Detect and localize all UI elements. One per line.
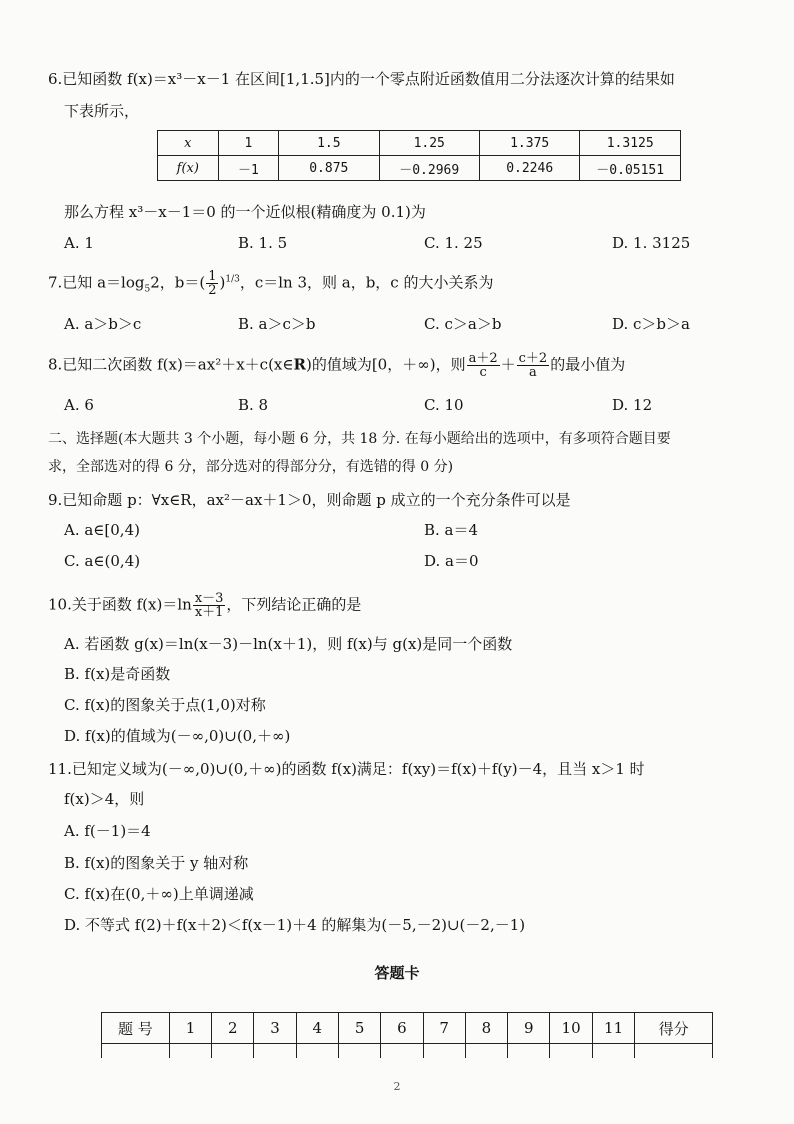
answer-card-table (101, 1012, 713, 1058)
frac-denominator: 2 (208, 283, 217, 298)
table-row (158, 156, 681, 181)
q7-option-b[interactable]: B. a＞c＞b (238, 315, 316, 333)
table-cell: 1.375 (479, 131, 579, 156)
frac-numerator: x－3 (194, 591, 224, 606)
q7-option-d[interactable]: D. c＞b＞a (612, 315, 690, 333)
q7-stem-c: ，c＝ln 3，则 a，b，c 的大小关系为 (239, 273, 494, 292)
q6-stem-line2: 下表所示， (64, 102, 140, 120)
table-cell: 2 (212, 1013, 254, 1044)
q9-option-b[interactable]: B. a＝4 (424, 521, 479, 539)
q8-option-a[interactable]: A. 6 (64, 396, 94, 414)
q6-option-d[interactable]: D. 1. 3125 (612, 234, 691, 252)
q7-stem-a: 7.已知 a＝log (48, 273, 145, 292)
q7-stem: 7.已知 $a=\log_52$，b＝( $\frac{1}{2}$ )$^{1/3}$，c＝ln 3，则 a，b，c 的大小关系为 (48, 269, 494, 298)
table-cell: 1.5 (279, 131, 379, 156)
answer-cell[interactable] (296, 1044, 338, 1059)
q8-stem-b: )的值域为[0，＋∞)，则 (305, 355, 466, 374)
table-cell: 7 (423, 1013, 465, 1044)
table-cell: x (158, 131, 219, 156)
q10-stem (48, 592, 361, 619)
q11-option-b[interactable]: B. f(x)的图象关于 y 轴对称 (64, 854, 249, 872)
table-cell: f(x) (158, 156, 219, 181)
answer-card-title: 答题卡 (374, 964, 420, 982)
q10-fraction (193, 592, 226, 619)
table-cell: 3 (254, 1013, 296, 1044)
table-cell: 1 (169, 1013, 211, 1044)
table-cell: 6 (381, 1013, 423, 1044)
page-number: 2 (393, 1080, 401, 1093)
table-cell: 4 (296, 1013, 338, 1044)
table-cell: 9 (508, 1013, 550, 1044)
q10-option-c[interactable]: C. f(x)的图象关于点(1,0)对称 (64, 696, 266, 714)
answer-cell[interactable] (465, 1044, 507, 1059)
answer-cell[interactable] (550, 1044, 592, 1059)
q11-option-d[interactable]: D. 不等式 f(2)＋f(x＋2)＜f(x－1)＋4 的解集为(－5,－2)∪(－2,－1) (64, 916, 526, 934)
answer-cell[interactable] (169, 1044, 211, 1059)
q11-option-c[interactable]: C. f(x)在(0,＋∞)上单调递减 (64, 885, 254, 903)
q6-option-c[interactable]: C. 1. 25 (424, 234, 483, 252)
q8-option-d[interactable]: D. 12 (612, 396, 653, 414)
log-base: 5 (144, 284, 151, 295)
answer-cell[interactable] (254, 1044, 296, 1059)
answer-row (102, 1044, 713, 1059)
frac-numerator: c＋2 (518, 351, 548, 366)
q9-option-a[interactable]: A. a∈[0,4) (64, 521, 140, 539)
answer-cell[interactable] (381, 1044, 423, 1059)
table-cell: 题 号 (102, 1013, 170, 1044)
answer-cell[interactable] (423, 1044, 465, 1059)
bisection-table (157, 130, 681, 181)
frac-numerator: 1 (208, 269, 217, 284)
q10-option-d[interactable]: D. f(x)的值域为(－∞,0)∪(0,＋∞) (64, 727, 291, 745)
table-cell: －1 (218, 156, 279, 181)
q7-exponent: 1/3 (225, 274, 240, 285)
table-cell: 0.875 (279, 156, 379, 181)
table-cell: －0.05151 (580, 156, 681, 181)
q9-option-c[interactable]: C. a∈(0,4) (64, 552, 141, 570)
q8-stem-a: 8.已知二次函数 f(x)＝ax²＋x＋c(x∈ (48, 355, 294, 374)
q8-stem (48, 352, 625, 379)
q10-stem-a: 10.关于函数 f(x)＝ln (48, 595, 192, 614)
answer-cell[interactable] (212, 1044, 254, 1059)
q6-option-a[interactable]: A. 1 (64, 234, 94, 252)
section2-heading-line1: 二、选择题(本大题共 3 个小题，每小题 6 分，共 18 分. 在每小题给出的选项中，有多项符合题目要 (48, 431, 671, 447)
q8-fraction-2 (517, 352, 550, 379)
frac-denominator: x＋1 (194, 605, 224, 620)
table-cell: 11 (592, 1013, 634, 1044)
q6-stem-line3: 那么方程 x³－x－1＝0 的一个近似根(精确度为 0.1)为 (64, 203, 426, 221)
section2-heading-line2: 求，全部选对的得 6 分，部分选对的得部分分，有选错的得 0 分) (48, 459, 454, 475)
answer-cell[interactable] (338, 1044, 380, 1059)
q7-option-a[interactable]: A. a＞b＞c (64, 315, 142, 333)
answer-cell[interactable] (592, 1044, 634, 1059)
table-row (158, 131, 681, 156)
q11-stem-line2: f(x)＞4，则 (64, 790, 145, 808)
answer-cell[interactable] (635, 1044, 713, 1059)
reals-symbol: R (293, 355, 306, 374)
q10-stem-b: ，下列结论正确的是 (226, 595, 362, 614)
q8-option-b[interactable]: B. 8 (238, 396, 269, 414)
q10-option-a[interactable]: A. 若函数 g(x)＝ln(x－3)－ln(x＋1)，则 f(x)与 g(x)是同一个函数 (64, 635, 513, 653)
frac-denominator: c (479, 365, 487, 380)
table-cell: 1.3125 (580, 131, 681, 156)
table-cell: 0.2246 (479, 156, 579, 181)
table-cell: 得分 (635, 1013, 713, 1044)
frac-numerator: a＋2 (468, 351, 498, 366)
answer-cell[interactable] (508, 1044, 550, 1059)
q6-option-b[interactable]: B. 1. 5 (238, 234, 288, 252)
plus-sign: ＋ (500, 355, 516, 374)
frac-denominator: a (529, 365, 537, 380)
q7-fraction (206, 270, 218, 297)
q10-option-b[interactable]: B. f(x)是奇函数 (64, 665, 171, 683)
q11-option-a[interactable]: A. f(－1)＝4 (64, 822, 151, 840)
q8-fraction-1 (467, 352, 500, 379)
table-cell: 5 (338, 1013, 380, 1044)
q7-option-c[interactable]: C. c＞a＞b (424, 315, 502, 333)
q9-option-d[interactable]: D. a＝0 (424, 552, 479, 570)
q9-stem: 9.已知命题 p：∀x∈R，ax²－ax＋1＞0，则命题 p 成立的一个充分条件可以是 (48, 491, 571, 509)
q6-stem-line1: 6.已知函数 f(x)＝x³－x－1 在区间[1,1.5]内的一个零点附近函数值用二分法逐次计算的结果如 (48, 70, 675, 88)
table-cell: 10 (550, 1013, 592, 1044)
table-cell: 1.25 (379, 131, 479, 156)
answer-cell[interactable] (102, 1044, 170, 1059)
q8-option-c[interactable]: C. 10 (424, 396, 464, 414)
q8-stem-c: 的最小值为 (550, 355, 626, 374)
q11-stem-line1: 11.已知定义域为(－∞,0)∪(0,＋∞)的函数 f(x)满足：f(xy)＝f(x)＋f(y)－4，且当 x＞1 时 (48, 760, 645, 778)
q7-stem-b: 2，b＝ (150, 273, 200, 292)
table-cell: 1 (218, 131, 279, 156)
table-cell: －0.2969 (379, 156, 479, 181)
table-cell: 8 (465, 1013, 507, 1044)
table-row (102, 1013, 713, 1044)
